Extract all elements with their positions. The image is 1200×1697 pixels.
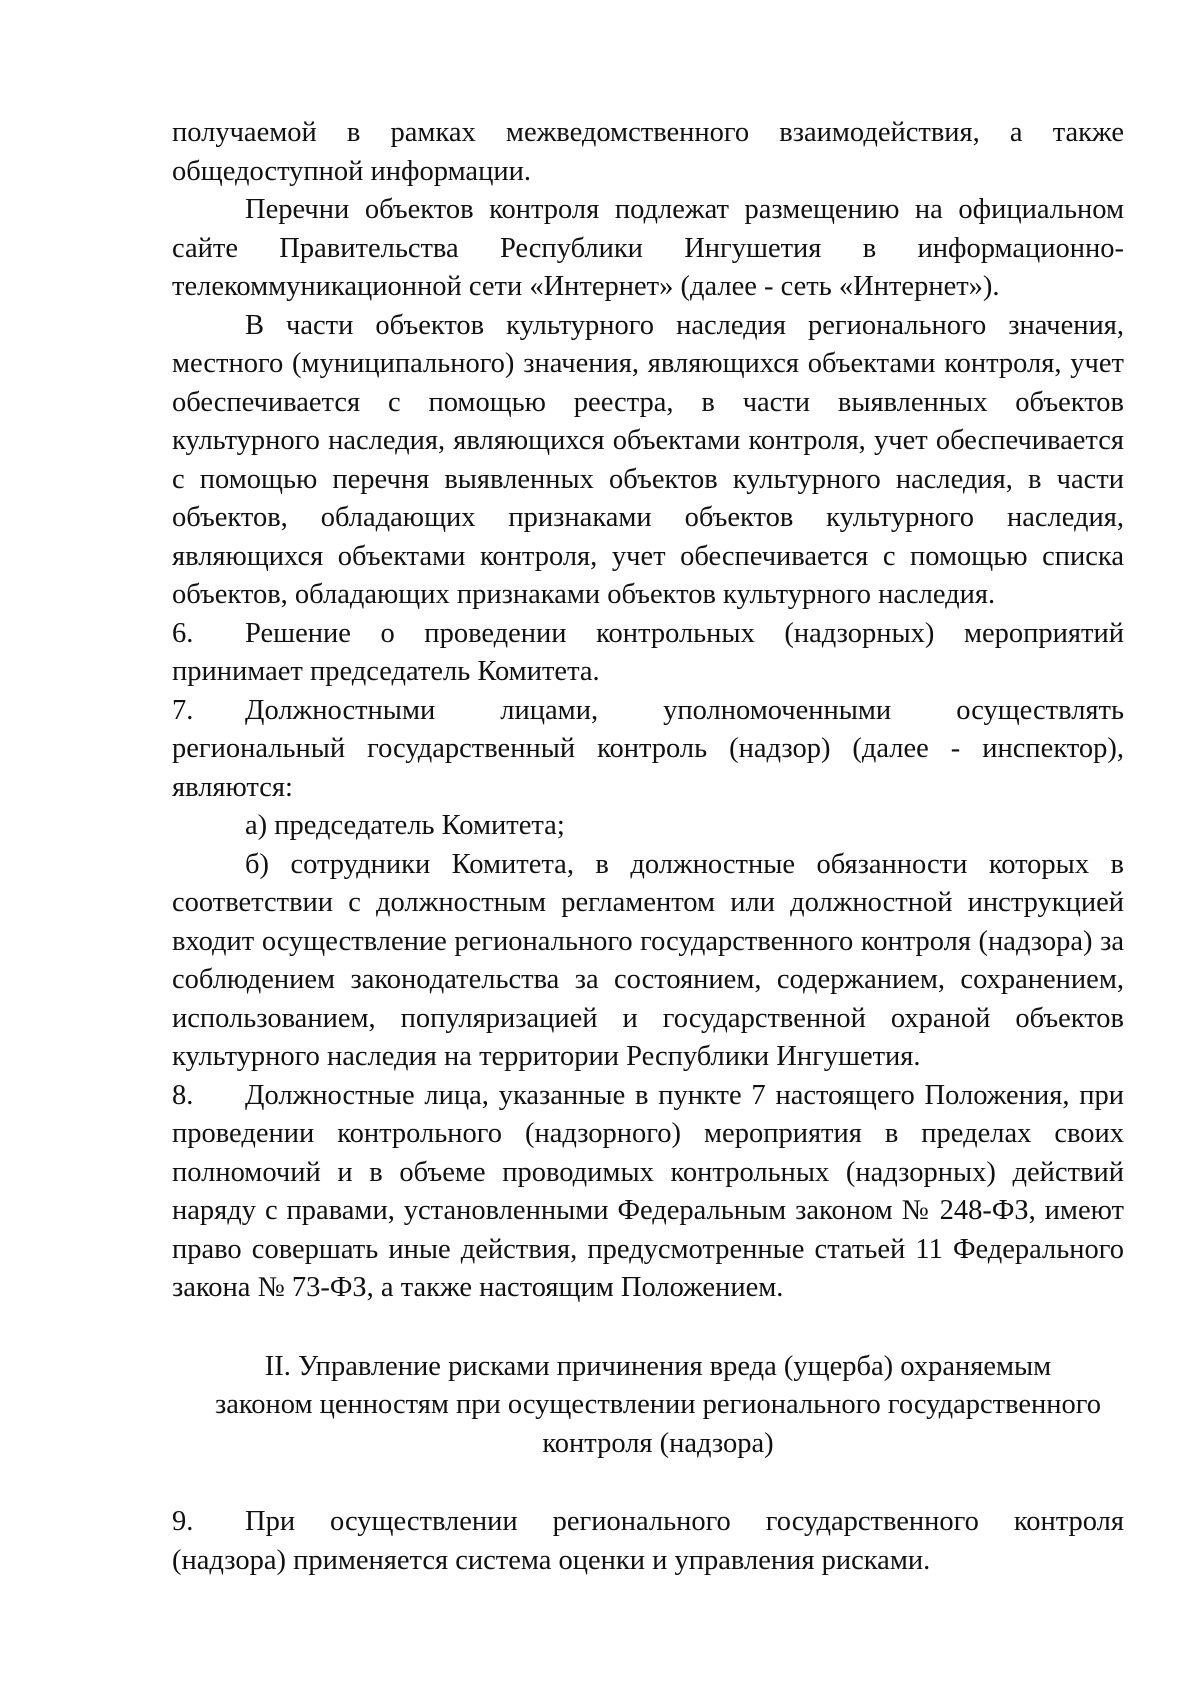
paragraph-continuation: получаемой в рамках межведомственного взаимодействия, а также общедоступной информации.	[172, 117, 1124, 187]
item-8	[172, 1077, 1124, 1308]
subitem-a: а) председатель Комитета;	[245, 810, 565, 841]
item-9-text: При осуществлении регионального государственного контроля (надзора) применяется система оценки и управления рисками.	[172, 1506, 1124, 1576]
item-8-text: Должностные лица, указанные в пункте 7 настоящего Положения, при проведении контрольного (надзорного) мероприятия в пределах своих полномочий и в объеме проводимых контрольных (надзорных) действий наряду с правами, установленными Федеральным законом № 248-ФЗ, имеют право совершать иные действия, предусмотренные статьей 11 Федерального закона № 73-ФЗ, а также настоящим Положением.	[172, 1079, 1124, 1303]
section-heading-line-1: II. Управление рисками причинения вреда (ущерба) охраняемым	[264, 1350, 1052, 1382]
section-heading-line-3: контроля (надзора)	[542, 1427, 774, 1459]
subitem-b: б) сотрудники Комитета, в должностные обязанности которых в соответствии с должностным регламентом или должностной инструкцией входит осуществление регионального государственного контроля (надзора) за соблюдением законодательства за состоянием, содержанием, сохранением, использованием, популяризацией и государственной охраной объектов культурного наследия на территории Республики Ингушетия.	[172, 848, 1124, 1072]
section-heading-line-2: законом ценностям при осуществлении регионального государственного	[214, 1389, 1102, 1420]
item-7	[172, 692, 1124, 808]
paragraph-cultural-heritage-accounting: В части объектов культурного наследия регионального значения, местного (муниципального) значения, являющихся объектами контроля, учет обеспечивается с помощью реестра, в части выявленных объектов культурного наследия, являющихся объектами контроля, учет обеспечивается с помощью перечня выявленных объектов культурного наследия, в части объектов, обладающих признаками объектов культурного наследия, являющихся объектами контроля, учет обеспечивается с помощью списка объектов, обладающих признаками объектов культурного наследия.	[172, 309, 1124, 610]
item-6-number: 6.	[172, 617, 194, 649]
paragraph-object-lists: Перечни объектов контроля подлежат размещению на официальном сайте Правительства Республики Ингушетия в информационно-телекоммуникационной сети «Интернет» (далее - сеть «Интернет»).	[172, 194, 1124, 302]
item-8-number: 8.	[172, 1079, 194, 1111]
item-6-text: Решение о проведении контрольных (надзорных) мероприятий принимает председатель Комитета.	[172, 617, 1124, 687]
item-7-number: 7.	[172, 694, 194, 726]
section-heading	[172, 1348, 1124, 1464]
item-9	[172, 1503, 1124, 1580]
item-7-text: Должностными лицами, уполномоченными осуществлять региональный государственный контроль (надзор) (далее - инспектор), являются:	[172, 694, 1124, 803]
item-6	[172, 615, 1124, 692]
document-body	[172, 114, 1124, 1580]
item-9-number: 9.	[172, 1506, 194, 1537]
